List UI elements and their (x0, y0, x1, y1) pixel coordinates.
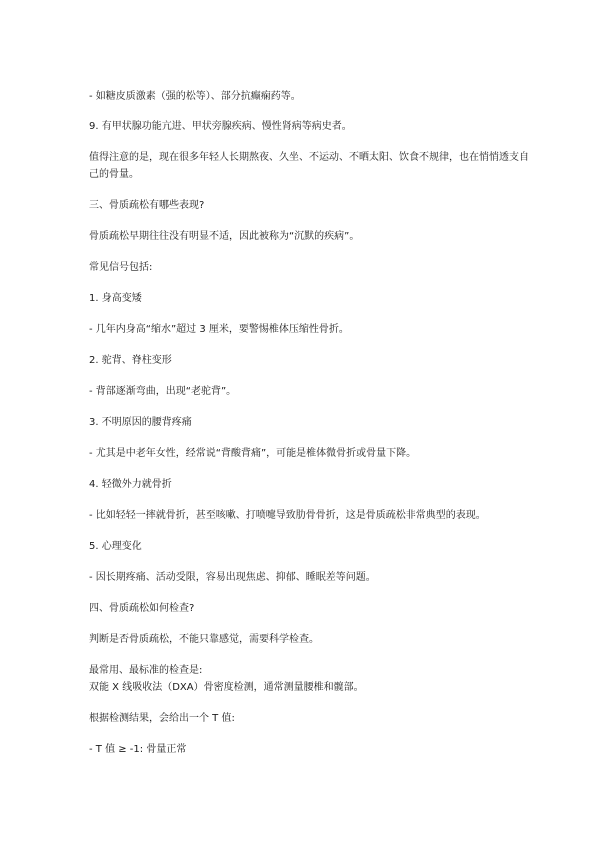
signal-detail-2: - 背部逐渐弯曲，出现“老驼背”。 (89, 386, 237, 397)
paragraph-medication-note: - 如糖皮质激素（强的松等）、部分抗癫痫药等。 (89, 91, 301, 102)
section-heading-symptoms: 三、骨质疏松有哪些表现? (89, 200, 205, 211)
signal-heading-4: 4. 轻微外力就骨折 (89, 479, 172, 490)
signal-heading-5: 5. 心理变化 (89, 541, 142, 552)
paragraph-t-value: 根据检测结果，会给出一个 T 值: (89, 713, 235, 724)
signal-heading-2: 2. 驼背、脊柱变形 (89, 355, 172, 366)
paragraph-dxa: 双能 X 线吸收法（DXA）骨密度检测，通常测量腰椎和髋部。 (89, 682, 364, 693)
paragraph-item-9: 9. 有甲状腺功能亢进、甲状旁腺疾病、慢性肾病等病史者。 (89, 121, 352, 132)
signal-detail-3: - 尤其是中老年女性，经常说“背酸背痛”，可能是椎体微骨折或骨量下降。 (89, 448, 417, 459)
paragraph-standard-check: 最常用、最标准的检查是: (89, 665, 203, 676)
paragraph-silent-disease: 骨质疏松早期往往没有明显不适，因此被称为“沉默的疾病”。 (89, 231, 360, 242)
signal-detail-1: - 几年内身高“缩水”超过 3 厘米，要警惕椎体压缩性骨折。 (89, 324, 349, 335)
paragraph-young-people-note: 值得注意的是，现在很多年轻人长期熬夜、久坐、不运动、不晒太阳、饮食不规律，也在悄悄透支自己的骨量。 (89, 152, 529, 180)
signal-heading-1: 1. 身高变矮 (89, 293, 142, 304)
paragraph-common-signals: 常见信号包括: (89, 262, 153, 273)
signal-detail-5: - 因长期疼痛、活动受限，容易出现焦虑、抑郁、睡眠差等问题。 (89, 572, 376, 583)
t-value-normal: - T 值 ≥ -1: 骨量正常 (89, 744, 187, 755)
signal-heading-3: 3. 不明原因的腰背疼痛 (89, 417, 192, 428)
signal-detail-4: - 比如轻轻一摔就骨折，甚至咳嗽、打喷嚏导致肋骨骨折，这是骨质疏松非常典型的表现。 (89, 510, 486, 521)
section-heading-examination: 四、骨质疏松如何检查? (89, 603, 195, 614)
paragraph-scientific-check: 判断是否骨质疏松，不能只靠感觉，需要科学检查。 (89, 634, 319, 645)
